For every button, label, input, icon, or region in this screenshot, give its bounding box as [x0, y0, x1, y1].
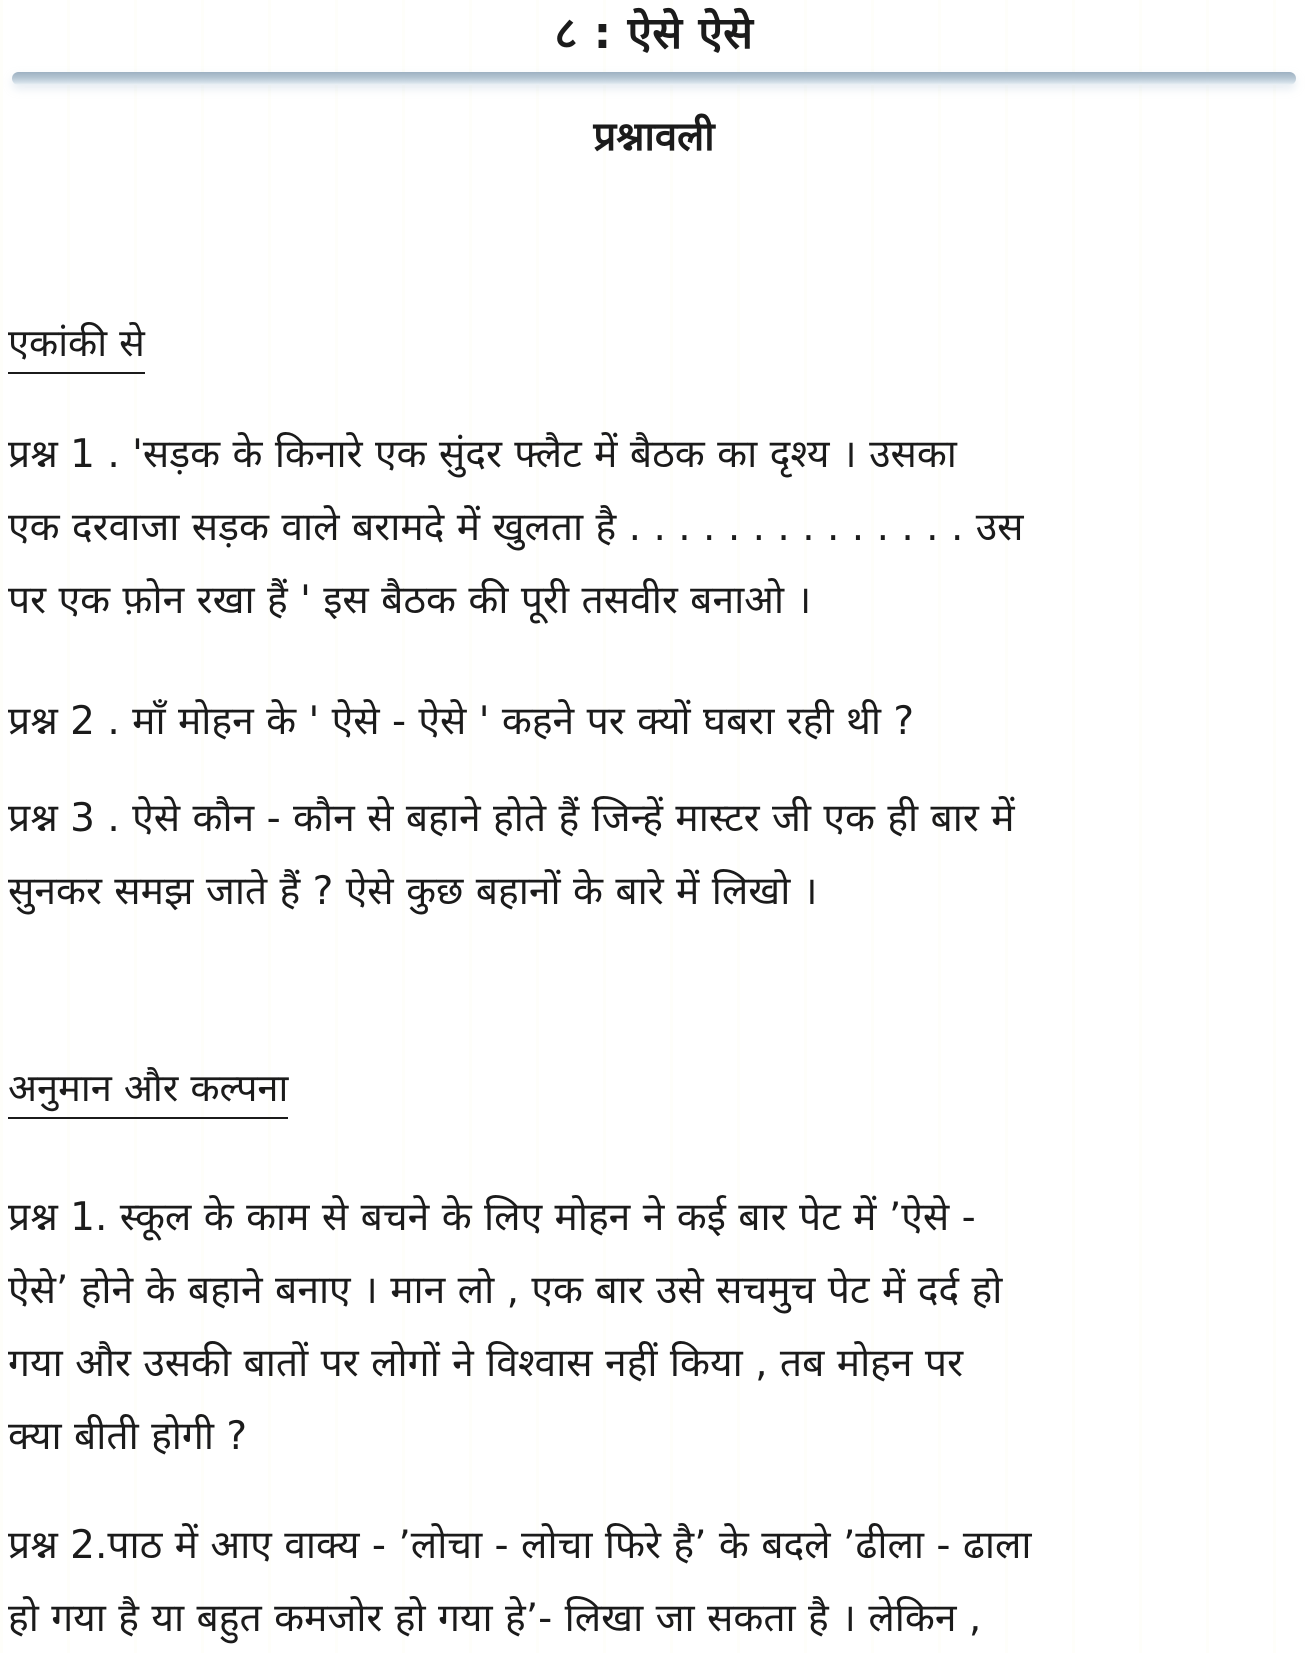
question-2 [8, 1509, 1300, 1655]
section-heading-row [8, 318, 1300, 374]
question-line: प्रश्न 3 . ऐसे कौन - कौन से बहाने होते हैं जिन्हें मास्टर जी एक ही बार में [8, 796, 1015, 841]
question-line: प्रश्न 2 . माँ मोहन के ' ऐसे - ऐसे ' कहने पर क्यों घबरा रही थी ? [8, 699, 915, 744]
section-heading-row [8, 1063, 1300, 1119]
section-heading-anuman-aur-kalpana: अनुमान और कल्पना [8, 1063, 288, 1119]
question-line: गया और उसकी बातों पर लोगों ने विश्वास नहीं किया , तब मोहन पर [8, 1341, 964, 1386]
question-1 [8, 418, 1300, 637]
question-line: क्या बीती होगी ? [8, 1414, 248, 1459]
question-line: प्रश्न 1 . 'सड़क के किनारे एक सुंदर फ्लैट में बैठक का दृश्य । उसका [8, 432, 957, 477]
question-line: एक दरवाजा सड़क वाले बरामदे में खुलता है . . . . . . . . . . . . . . उस [8, 505, 1024, 550]
question-line: हो गया है या बहुत कमजोर हो गया हे’- लिखा जा सकता है । लेकिन , [8, 1596, 982, 1641]
page-subtitle: प्रश्नावली [593, 114, 715, 160]
question-line: ऐसे’ होने के बहाने बनाए । मान लो , एक बार उसे सचमुच पेट में दर्द हो [8, 1268, 1003, 1313]
chapter-title: ८ : ऐसे ऐसे [554, 8, 754, 59]
header-divider [12, 72, 1296, 85]
question-3 [8, 782, 1300, 928]
question-1 [8, 1181, 1300, 1473]
question-line: सुनकर समझ जाते हैं ? ऐसे कुछ बहानों के बारे में लिखो । [8, 869, 818, 914]
question-2 [8, 685, 1300, 758]
question-line: प्रश्न 1. स्कूल के काम से बचने के लिए मोहन ने कई बार पेट में ’ऐसे - [8, 1195, 976, 1240]
question-line: पर एक फ़ोन रखा हैं ' इस बैठक की पूरी तसवीर बनाओ । [8, 578, 812, 623]
section-heading-ekanki-se: एकांकी से [8, 318, 145, 374]
question-line: प्रश्न 2.पाठ में आए वाक्य - ’लोचा - लोचा फिरे है’ के बदले ’ढीला - ढाला [8, 1523, 1032, 1568]
